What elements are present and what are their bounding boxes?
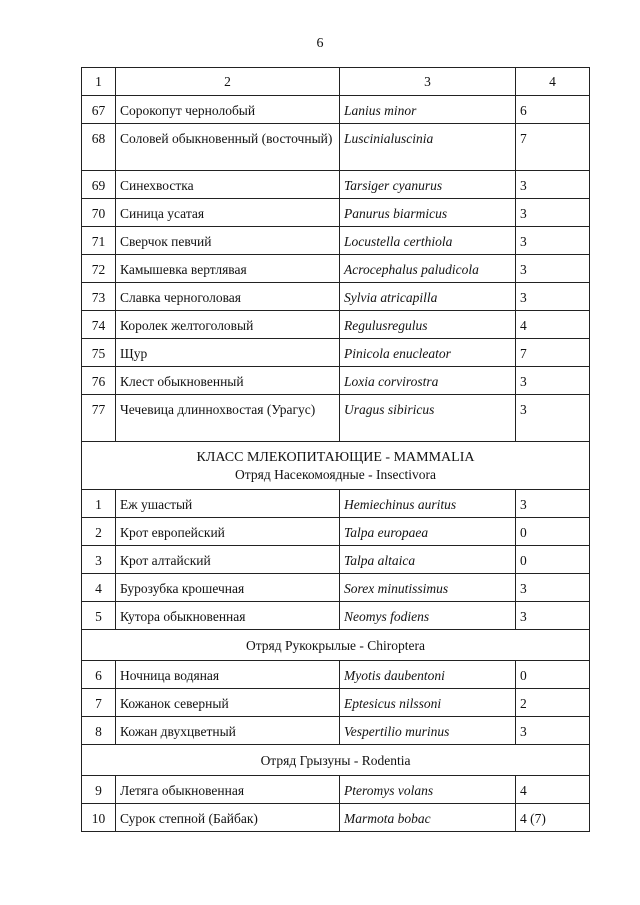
class-section-row [82,442,590,490]
latin-name: Vespertilio murinus [340,717,516,745]
species-name: Синица усатая [116,199,340,227]
category-value: 3 [516,602,590,630]
row-number: 4 [82,574,116,602]
row-number: 76 [82,367,116,395]
row-number: 9 [82,776,116,804]
row-number: 73 [82,283,116,311]
table-row [82,171,590,199]
latin-name: Pteromys volans [340,776,516,804]
row-number: 74 [82,311,116,339]
table-row [82,311,590,339]
table-row [82,518,590,546]
latin-name: Regulusregulus [340,311,516,339]
table-row [82,199,590,227]
table-row [82,689,590,717]
class-section-cell [82,442,590,490]
table-row [82,395,590,442]
row-number: 67 [82,96,116,124]
category-value: 3 [516,574,590,602]
order-title-rodentia: Отряд Грызуны - Rodentia [82,745,590,776]
species-name: Кожан двухцветный [116,717,340,745]
latin-name: Neomys fodiens [340,602,516,630]
species-name: Кожанок северный [116,689,340,717]
category-value: 0 [516,546,590,574]
latin-name: Marmota bobac [340,804,516,832]
latin-name: Sorex minutissimus [340,574,516,602]
table-row [82,661,590,689]
species-name: Бурозубка крошечная [116,574,340,602]
latin-name: Sylvia atricapilla [340,283,516,311]
category-value: 4 (7) [516,804,590,832]
species-name: Сверчок певчий [116,227,340,255]
category-value: 0 [516,661,590,689]
header-cell-name: 2 [116,68,340,96]
category-value: 3 [516,171,590,199]
latin-name: Talpa altaica [340,546,516,574]
species-name: Соловей обыкновенный (восточный) [116,124,340,171]
category-value: 3 [516,367,590,395]
species-table [81,67,590,832]
latin-name: Acrocephalus paludicola [340,255,516,283]
row-number: 1 [82,490,116,518]
latin-name: Panurus biarmicus [340,199,516,227]
table-row [82,339,590,367]
row-number: 10 [82,804,116,832]
row-number: 6 [82,661,116,689]
latin-name: Uragus sibiricus [340,395,516,442]
row-number: 3 [82,546,116,574]
latin-name: Tarsiger cyanurus [340,171,516,199]
order-section-row [82,630,590,661]
class-title: КЛАСС МЛЕКОПИТАЮЩИЕ - MAMMALIA [196,449,475,465]
category-value: 3 [516,255,590,283]
species-name: Синехвостка [116,171,340,199]
row-number: 77 [82,395,116,442]
order-section-row [82,745,590,776]
row-number: 69 [82,171,116,199]
category-value: 3 [516,283,590,311]
latin-name: Eptesicus nilssoni [340,689,516,717]
page-number: 6 [316,36,324,51]
category-value: 3 [516,199,590,227]
header-cell-category: 4 [516,68,590,96]
latin-name: Hemiechinus auritus [340,490,516,518]
row-number: 70 [82,199,116,227]
order-title-chiroptera: Отряд Рукокрылые - Chiroptera [82,630,590,661]
table-row [82,804,590,832]
table-body [82,68,590,832]
table-row [82,776,590,804]
species-name: Славка черноголовая [116,283,340,311]
row-number: 71 [82,227,116,255]
category-value: 6 [516,96,590,124]
table-row [82,124,590,171]
header-cell-number: 1 [82,68,116,96]
table-header-row [82,68,590,96]
species-name: Королек желтоголовый [116,311,340,339]
row-number: 5 [82,602,116,630]
species-name: Чечевица длиннохвостая (Урагус) [116,395,340,442]
row-number: 7 [82,689,116,717]
species-name: Клест обыкновенный [116,367,340,395]
category-value: 3 [516,717,590,745]
species-name: Крот европейский [116,518,340,546]
table-row [82,255,590,283]
latin-name: Talpa europaea [340,518,516,546]
category-value: 0 [516,518,590,546]
species-name: Сорокопут чернолобый [116,96,340,124]
table-row [82,283,590,311]
table-row [82,546,590,574]
category-value: 3 [516,490,590,518]
latin-name: Loxia corvirostra [340,367,516,395]
row-number: 72 [82,255,116,283]
row-number: 2 [82,518,116,546]
latin-name: Lanius minor [340,96,516,124]
species-name: Камышевка вертлявая [116,255,340,283]
category-value: 7 [516,339,590,367]
row-number: 68 [82,124,116,171]
table-row [82,96,590,124]
table-row [82,717,590,745]
latin-name: Myotis daubentoni [340,661,516,689]
category-value: 2 [516,689,590,717]
species-name: Кутора обыкновенная [116,602,340,630]
table-row [82,490,590,518]
species-name: Еж ушастый [116,490,340,518]
species-name: Сурок степной (Байбак) [116,804,340,832]
species-name: Летяга обыкновенная [116,776,340,804]
latin-name: Pinicola enucleator [340,339,516,367]
category-value: 3 [516,227,590,255]
species-name: Щур [116,339,340,367]
category-value: 7 [516,124,590,171]
category-value: 3 [516,395,590,442]
species-name: Ночница водяная [116,661,340,689]
row-number: 75 [82,339,116,367]
species-name: Крот алтайский [116,546,340,574]
header-cell-latin: 3 [340,68,516,96]
latin-name: Luscinialuscinia [340,124,516,171]
category-value: 4 [516,776,590,804]
table-row [82,227,590,255]
row-number: 8 [82,717,116,745]
category-value: 4 [516,311,590,339]
table-row [82,574,590,602]
table-row [82,367,590,395]
latin-name: Locustella certhiola [340,227,516,255]
order-title-insectivora: Отряд Насекомоядные - Insectivora [235,466,436,482]
table-row [82,602,590,630]
